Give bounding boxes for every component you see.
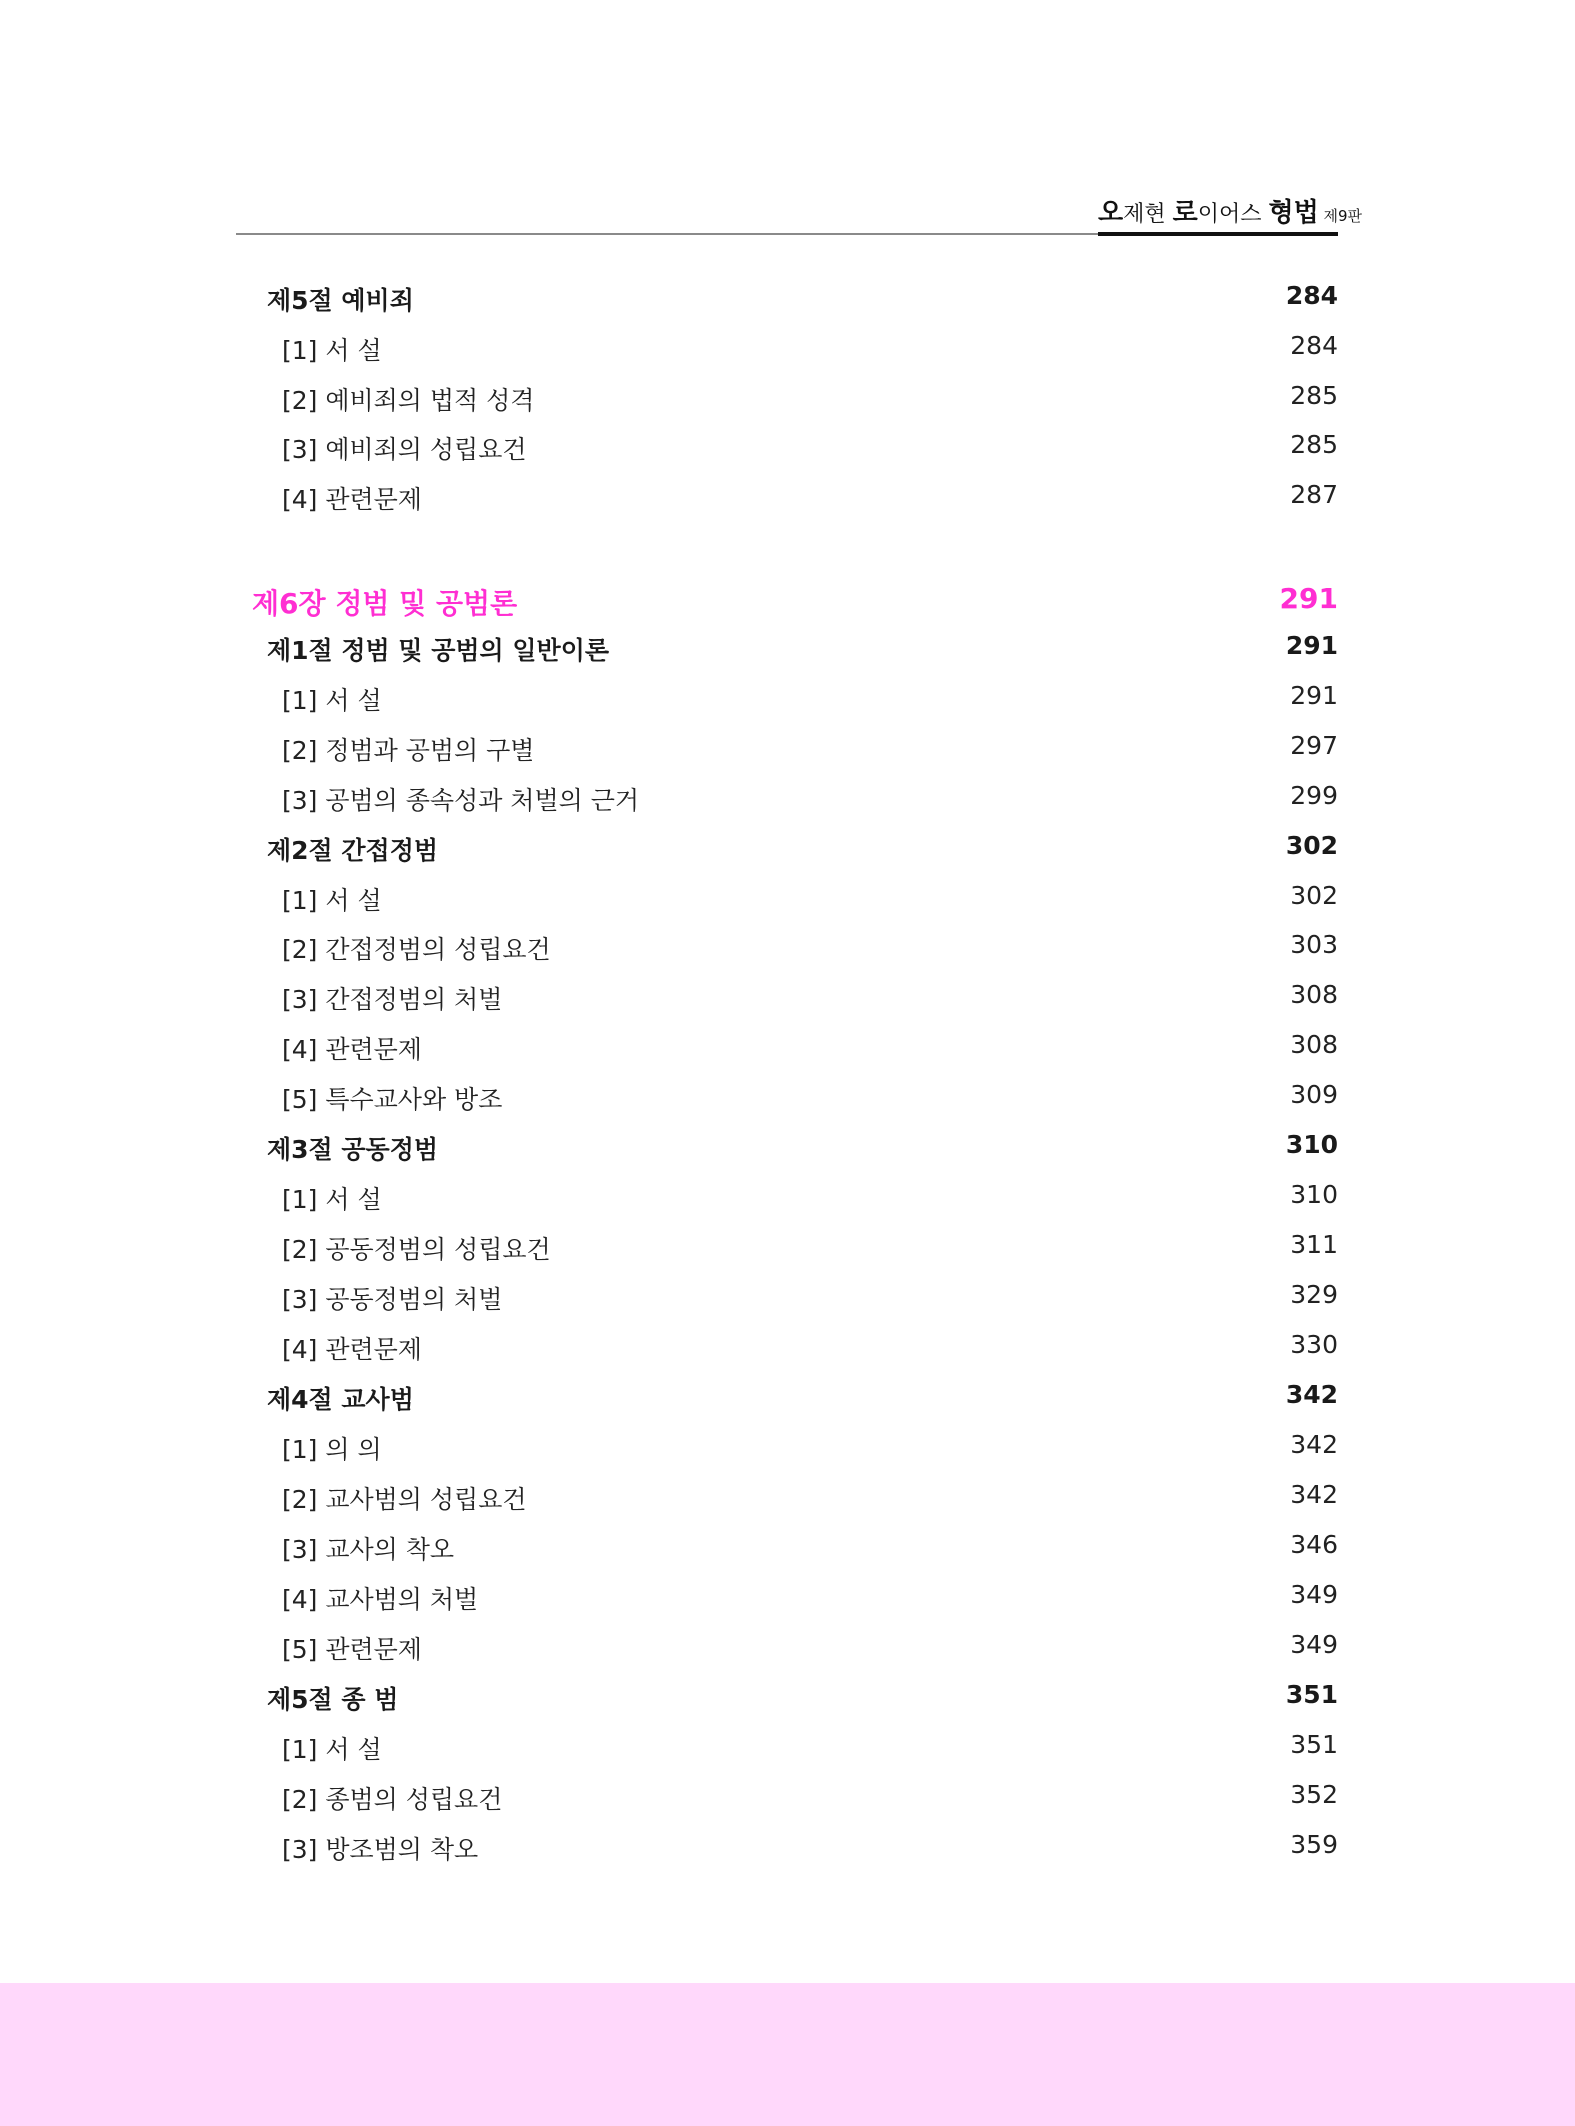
toc-entry-title: [2] 간접정범의 성립요건 (282, 935, 551, 964)
toc-item-row[interactable] (282, 1430, 1338, 1474)
toc-entry-title: [2] 예비죄의 법적 성격 (282, 386, 535, 415)
toc-entry-page: 351 (1285, 1680, 1338, 1709)
toc-item-row[interactable] (282, 1630, 1338, 1674)
toc-entry-title: [1] 서 설 (282, 886, 382, 915)
toc-entry-title: [3] 공동정범의 처벌 (282, 1285, 503, 1314)
toc-entry-page: 303 (1290, 930, 1338, 959)
toc-entry-title: [4] 관련문제 (282, 1335, 422, 1364)
toc-item-row[interactable] (282, 480, 1338, 524)
toc-section-row[interactable] (267, 1380, 1338, 1424)
toc-entry-page: 342 (1285, 1380, 1338, 1409)
toc-entry-title: [4] 관련문제 (282, 485, 422, 514)
toc-entry-page: 351 (1290, 1730, 1338, 1759)
toc-item-row[interactable] (282, 1330, 1338, 1374)
toc-entry-page: 352 (1290, 1780, 1338, 1809)
toc-item-row[interactable] (282, 731, 1338, 775)
header-title-part: 제현 (1123, 202, 1173, 227)
toc-entry-page: 308 (1290, 980, 1338, 1009)
toc-item-row[interactable] (282, 1480, 1338, 1524)
toc-item-row[interactable] (282, 881, 1338, 925)
toc-section-row[interactable] (267, 631, 1338, 675)
toc-entry-title: [4] 교사범의 처벌 (282, 1585, 479, 1614)
footer-band (0, 1983, 1575, 2126)
toc-item-row[interactable] (282, 1730, 1338, 1774)
toc-entry-page: 359 (1290, 1830, 1338, 1859)
toc-entry-title: 제6장 정범 및 공범론 (252, 587, 518, 620)
toc-entry-title: 제5절 종 범 (267, 1685, 399, 1714)
toc-item-row[interactable] (282, 781, 1338, 825)
toc-entry-title: [4] 관련문제 (282, 1035, 422, 1064)
toc-section-row[interactable] (267, 831, 1338, 875)
toc-entry-title: [1] 서 설 (282, 1185, 382, 1214)
toc-entry-page: 302 (1285, 831, 1338, 860)
toc-entry-page: 285 (1290, 381, 1338, 410)
toc-entry-title: [5] 관련문제 (282, 1635, 422, 1664)
toc-entry-title: [2] 교사범의 성립요건 (282, 1485, 527, 1514)
toc-item-row[interactable] (282, 1230, 1338, 1274)
toc-entry-page: 299 (1290, 781, 1338, 810)
toc-entry-title: [2] 종범의 성립요건 (282, 1785, 503, 1814)
toc-entry-page: 329 (1290, 1280, 1338, 1309)
toc-item-row[interactable] (282, 430, 1338, 474)
toc-section-row[interactable] (267, 1130, 1338, 1174)
toc-item-row[interactable] (282, 1830, 1338, 1874)
toc-entry-page: 349 (1290, 1630, 1338, 1659)
toc-item-row[interactable] (282, 1080, 1338, 1124)
toc-item-row[interactable] (282, 1530, 1338, 1574)
toc-entry-title: [2] 공동정범의 성립요건 (282, 1235, 551, 1264)
toc-item-row[interactable] (282, 1280, 1338, 1324)
toc-entry-page: 291 (1285, 631, 1338, 660)
toc-entry-page: 291 (1279, 582, 1338, 615)
toc-entry-page: 311 (1290, 1230, 1338, 1259)
toc-entry-page: 349 (1290, 1580, 1338, 1609)
toc-item-row[interactable] (282, 1580, 1338, 1624)
toc-entry-title: 제2절 간접정범 (267, 836, 438, 865)
toc-item-row[interactable] (282, 381, 1338, 425)
toc-entry-title: [1] 서 설 (282, 1735, 382, 1764)
toc-entry-title: 제1절 정범 및 공범의 일반이론 (267, 636, 610, 665)
toc-item-row[interactable] (282, 1180, 1338, 1224)
header-edition: 제9판 (1318, 207, 1363, 225)
toc-entry-title: [1] 의 의 (282, 1435, 382, 1464)
toc-entry-title: 제5절 예비죄 (267, 286, 414, 315)
toc-section-row[interactable] (267, 1680, 1338, 1724)
toc-entry-title: [3] 예비죄의 성립요건 (282, 435, 527, 464)
toc-entry-title: [3] 간접정범의 처벌 (282, 985, 503, 1014)
toc-entry-page: 310 (1285, 1130, 1338, 1159)
toc-item-row[interactable] (282, 1780, 1338, 1824)
toc-entry-page: 302 (1290, 881, 1338, 910)
header-title-part: 형법 (1268, 198, 1319, 228)
header-title-part: 이어스 (1197, 202, 1269, 227)
toc-entry-title: [3] 방조범의 착오 (282, 1835, 479, 1864)
toc-entry-page: 308 (1290, 1030, 1338, 1059)
toc-entry-title: 제3절 공동정범 (267, 1135, 438, 1164)
toc-item-row[interactable] (282, 331, 1338, 375)
toc-entry-page: 310 (1290, 1180, 1338, 1209)
toc-entry-page: 330 (1290, 1330, 1338, 1359)
toc-entry-page: 309 (1290, 1080, 1338, 1109)
toc-entry-page: 284 (1285, 281, 1338, 310)
toc-entry-title: [1] 서 설 (282, 336, 382, 365)
toc-entry-title: [3] 공범의 종속성과 처벌의 근거 (282, 786, 640, 815)
toc-entry-title: [3] 교사의 착오 (282, 1535, 455, 1564)
toc-entry-page: 297 (1290, 731, 1338, 760)
toc-item-row[interactable] (282, 930, 1338, 974)
toc-entry-page: 342 (1290, 1480, 1338, 1509)
toc-entry-page: 284 (1290, 331, 1338, 360)
header-title-part: 오 (1098, 198, 1124, 228)
toc-item-row[interactable] (282, 980, 1338, 1024)
header-title-part: 로 (1172, 198, 1198, 228)
toc-entry-page: 285 (1290, 430, 1338, 459)
toc-entry-page: 291 (1290, 681, 1338, 710)
toc-entry-page: 342 (1290, 1430, 1338, 1459)
toc-entry-title: [1] 서 설 (282, 686, 382, 715)
toc-section-row[interactable] (267, 281, 1338, 325)
toc-item-row[interactable] (282, 681, 1338, 725)
toc-entry-page: 287 (1290, 480, 1338, 509)
toc-entry-title: [5] 특수교사와 방조 (282, 1085, 503, 1114)
toc-entry-title: 제4절 교사범 (267, 1385, 414, 1414)
toc-entry-title: [2] 정범과 공범의 구별 (282, 736, 535, 765)
toc-chapter-row[interactable] (252, 582, 1338, 626)
toc-item-row[interactable] (282, 1030, 1338, 1074)
toc-entry-page: 346 (1290, 1530, 1338, 1559)
